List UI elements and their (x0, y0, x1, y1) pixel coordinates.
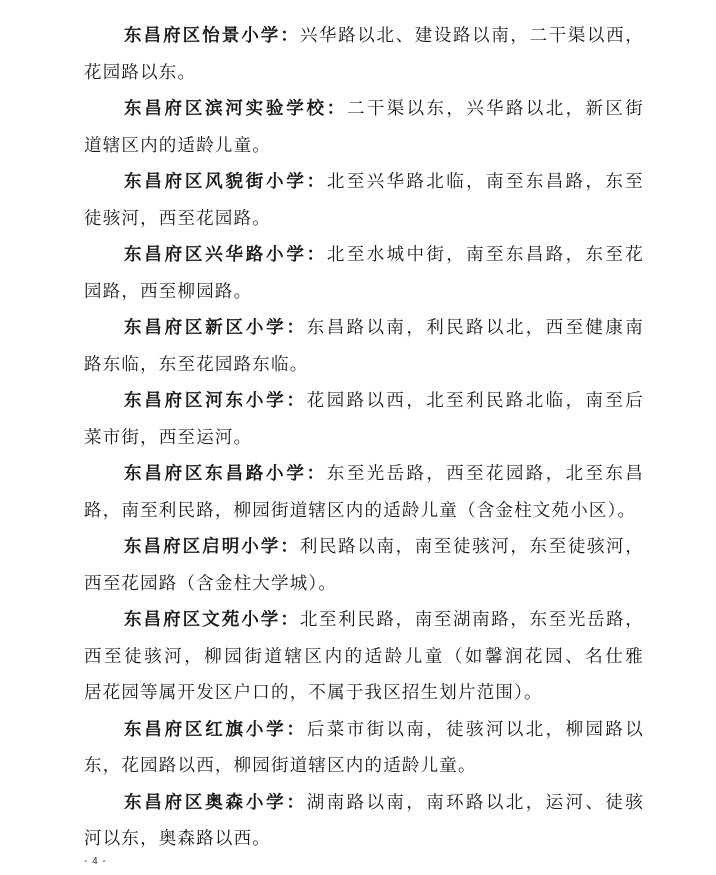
district-text: 东昌路以南，利民路以北，西至健康南 (306, 318, 644, 338)
district-text: 北至兴华路北临，南至东昌路，东至 (326, 172, 644, 192)
school-entry-wenyuan (84, 602, 644, 712)
school-entry-hedong (84, 383, 644, 456)
district-text: 北至水城中街，南至东昌路，东至花 (326, 245, 644, 265)
entry-first-line (84, 456, 644, 493)
entry-first-line (84, 91, 644, 128)
school-name: 东昌府区河东小学： (124, 391, 307, 411)
school-name: 东昌府区兴华路小学： (124, 245, 327, 265)
entry-first-line (84, 310, 644, 347)
entry-first-line (84, 785, 644, 822)
entry-first-line (84, 164, 644, 201)
school-name: 东昌府区文苑小学： (124, 610, 300, 630)
entry-continuation-line: 东，花园路以西，柳园街道辖区内的适龄儿童。 (84, 756, 477, 776)
school-name: 东昌府区红旗小学： (124, 719, 307, 740)
entry-continuation-line: 河以东，奥森路以西。 (84, 829, 271, 849)
school-entry-qiming (84, 529, 644, 602)
school-name: 东昌府区怡景小学： (124, 26, 300, 46)
page-number: - 4 - (84, 856, 107, 867)
school-name: 东昌府区新区小学： (124, 318, 307, 338)
district-text: 后菜市街以南，徒骇河以北，柳园路以 (306, 719, 644, 740)
entry-first-line (84, 18, 644, 55)
school-entry-dongchanglu (84, 456, 644, 529)
entry-continuation-line: 花园路以东。 (84, 62, 197, 83)
entry-continuation-line: 西至徒骇河，柳园街道辖区内的适龄儿童（如馨润花园、名仕雅 (84, 646, 644, 667)
entry-continuation-line: 路东临，东至花园路东临。 (84, 354, 309, 375)
district-text: 北至利民路，南至湖南路，东至光岳路， (299, 610, 644, 630)
district-text: 花园路以西，北至利民路北临，南至后 (306, 391, 644, 411)
district-text: 兴华路以北、建设路以南，二干渠以西， (299, 26, 644, 46)
school-name: 东昌府区风貌街小学： (124, 172, 327, 192)
school-name: 东昌府区奥森小学： (124, 792, 307, 813)
entry-continuation-line: 道辖区内的适龄儿童。 (84, 135, 271, 156)
school-entry-hongqi (84, 712, 644, 785)
school-entry-binhe (84, 91, 644, 164)
entry-first-line (84, 529, 644, 566)
document-body (84, 18, 644, 858)
district-text: 湖南路以南，南环路以北，运河、徒骇 (306, 792, 644, 813)
entry-continuation-line: 西至花园路（含金柱大学城）。 (84, 573, 338, 594)
school-name: 东昌府区东昌路小学： (124, 464, 327, 484)
entry-first-line (84, 237, 644, 274)
district-text: 二干渠以东，兴华路以北，新区街 (347, 99, 644, 119)
district-text: 利民路以南，南至徒骇河，东至徒骇河， (299, 537, 644, 557)
district-text: 东至光岳路，西至花园路，北至东昌 (326, 464, 644, 484)
entry-continuation-line: 居花园等属开发区户口的，不属于我区招生划片范围）。 (84, 683, 543, 703)
school-entry-xinqu (84, 310, 644, 383)
entry-first-line (84, 712, 644, 749)
entry-continuation-line: 徒骇河，西至花园路。 (84, 208, 271, 229)
school-name: 东昌府区启明小学： (124, 537, 300, 557)
school-entry-xinghualu (84, 237, 644, 310)
school-entry-yijing (84, 18, 644, 91)
school-entry-aosen (84, 785, 644, 858)
school-name: 东昌府区滨河实验学校： (124, 99, 348, 119)
entry-first-line (84, 602, 644, 639)
entry-continuation-line: 园路，西至柳园路。 (84, 281, 253, 302)
entry-continuation-line: 路，南至利民路，柳园街道辖区内的适龄儿童（含金柱文苑小区）。 (84, 500, 637, 521)
entry-first-line (84, 383, 644, 420)
entry-continuation-line: 菜市街，西至运河。 (84, 427, 253, 448)
school-entry-fengmaojie (84, 164, 644, 237)
